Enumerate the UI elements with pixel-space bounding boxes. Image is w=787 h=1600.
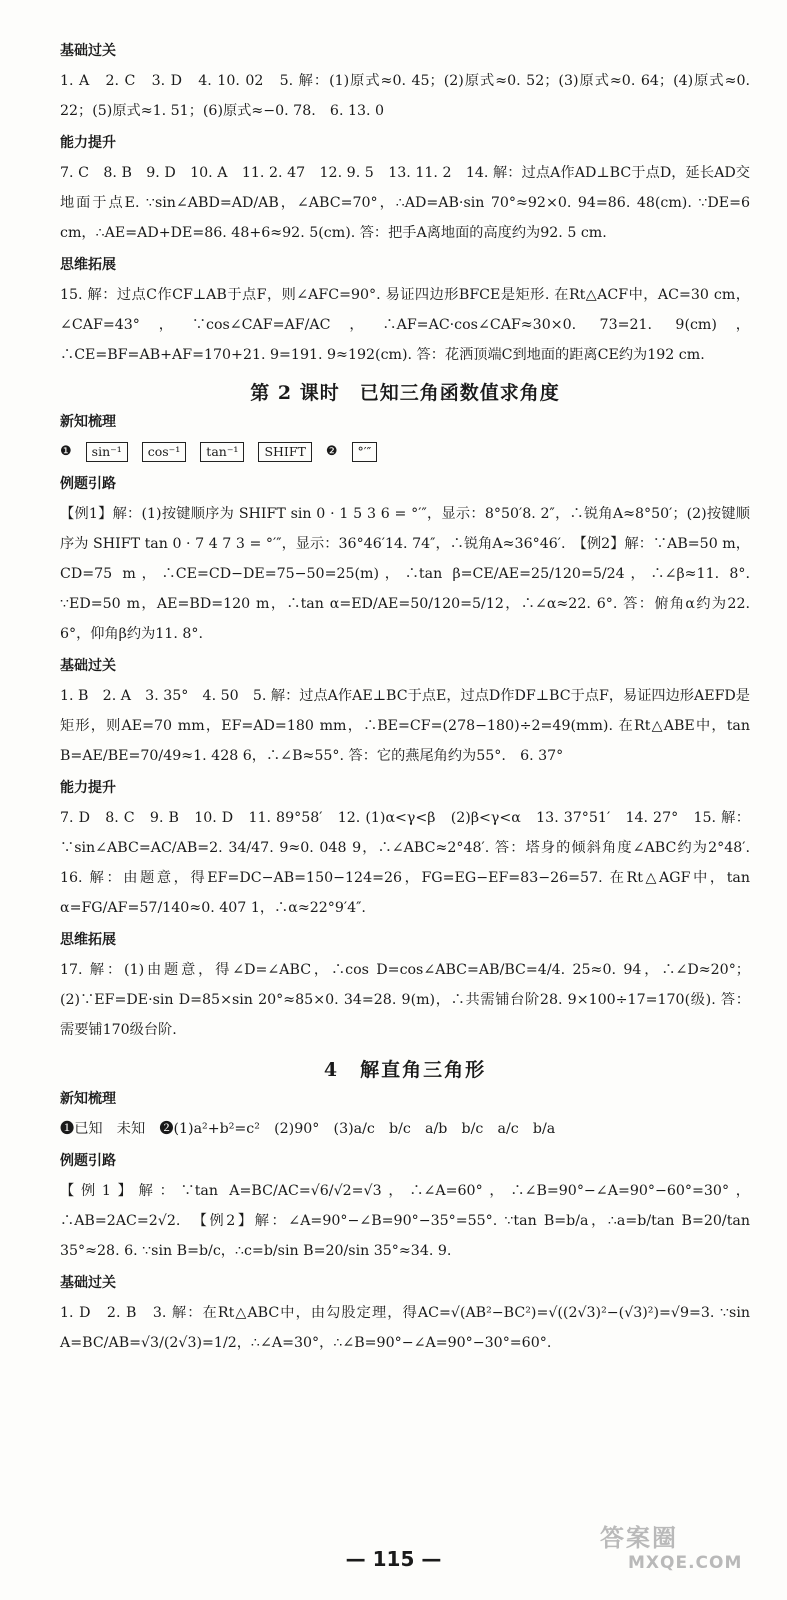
watermark <box>600 1518 770 1588</box>
answers-basic-4: 1. D 2. B 3. 解：在Rt△ABC中，由勾股定理，得AC=√(AB²−BC²)=√((2√3)²−(√3)²)=√9=3. ∵sin A=BC/AB=√3/(2√3)=1/2，∴∠A=30°，∴∠B=90°−∠A=90°−30°=60°. <box>60 1305 750 1351</box>
section-4-title: 4 解直角三角形 <box>323 1059 487 1081</box>
page-number: — 115 — <box>345 1547 442 1571</box>
answers-expand-1: 15. 解：过点C作CF⊥AB于点F，则∠AFC=90°. 易证四边形BFCE是矩形. 在Rt△ACF中，AC=30 cm，∠CAF=43°，∵cos∠CAF=AF/AC，∴AF=AC·cos∠CAF≈30×0. 73=21. 9(cm)，∴CE=BF=AB+AF=170+21. 9=191. 9≈192(cm). 答：花洒顶端C到地面的距离CE约为192 cm. <box>60 287 750 363</box>
heading-new-4: 新知梳理 <box>60 1091 116 1107</box>
heading-new-2: 新知梳理 <box>60 414 116 430</box>
key-shift: SHIFT <box>258 442 311 462</box>
calculator-keys-row <box>60 437 750 467</box>
heading-example-2: 例题引路 <box>60 476 116 492</box>
circle-number-1: ❶ <box>60 444 72 459</box>
answers-expand-2: 17. 解：(1)由题意，得∠D=∠ABC，∴cos D=cos∠ABC=AB/BC=4/4. 25≈0. 94，∴∠D≈20°；(2)∵EF=DE·sin D=85×sin 20°≈85×0. 34=28. 9(m)，∴共需铺台阶28. 9×100÷17=170(级). 答：需要铺170级台阶. <box>60 962 750 1038</box>
answers-ability-1: 7. C 8. B 9. D 10. A 11. 2. 47 12. 9. 5 13. 11. 2 14. 解：过点A作AD⊥BC于点D，延长AD交地面于点E. ∵sin∠ABD=AD/AB，∠ABC=70°，∴AD=AB·sin 70°≈92×0. 94=86. 48(cm). ∵DE=6 cm，∴AE=AD+DE=86. 48+6≈92. 5(cm). 答：把手A离地面的高度约为92. 5 cm. <box>60 165 750 241</box>
key-cos-inverse: cos⁻¹ <box>142 442 187 462</box>
heading-ability-1: 能力提升 <box>60 135 116 151</box>
key-dms: °′″ <box>352 442 378 462</box>
circle-number-2: ❷ <box>325 444 338 459</box>
heading-basic-1: 基础过关 <box>60 43 116 59</box>
answers-example-4: 【例1】解：∵tan A=BC/AC=√6/√2=√3，∴∠A=60°，∴∠B=90°−∠A=90°−60°=30°，∴AB=2AC=2√2. 【例2】解：∠A=90°−∠B=90°−35°=55°. ∵tan B=b/a，∴a=b/tan B=20/tan 35°≈28. 6. ∵sin B=b/c，∴c=b/sin B=20/sin 35°≈34. 9. <box>60 1183 750 1259</box>
answers-new-4: ❶已知 未知 ❷(1)a²+b²=c² (2)90° (3)a/c b/c a/b b/c a/c b/a <box>60 1121 556 1137</box>
watermark-logo: 答案圈 <box>600 1524 678 1552</box>
answers-basic-1: 1. A 2. C 3. D 4. 10. 02 5. 解：(1)原式≈0. 45；(2)原式≈0. 52；(3)原式≈0. 64；(4)原式≈0. 22；(5)原式≈1. 51；(6)原式≈−0. 78. 6. 13. 0 <box>60 73 750 119</box>
heading-example-4: 例题引路 <box>60 1153 116 1169</box>
heading-basic-2: 基础过关 <box>60 658 116 674</box>
answers-ability-2: 7. D 8. C 9. B 10. D 11. 89°58′ 12. (1)α<γ<β (2)β<γ<α 13. 37°51′ 14. 27° 15. 解：∵sin∠ABC=AC/AB=2. 34/47. 9≈0. 048 9，∴∠ABC≈2°48′. 答：塔身的倾斜角度∠ABC约为2°48′. 16. 解：由题意，得EF=DC−AB=150−124=26，FG=EG−EF=83−26=57. 在Rt△AGF中，tan α=FG/AF=57/140≈0. 407 1，∴α≈22°9′4″. <box>60 810 765 916</box>
heading-expand-1: 思维拓展 <box>60 257 116 273</box>
watermark-url: MXQE.COM <box>628 1553 743 1573</box>
lesson-2-title: 第 2 课时 已知三角函数值求角度 <box>250 382 560 404</box>
heading-ability-2: 能力提升 <box>60 780 116 796</box>
answer-page <box>60 34 765 1358</box>
key-tan-inverse: tan⁻¹ <box>200 442 244 462</box>
answers-basic-2: 1. B 2. A 3. 35° 4. 50 5. 解：过点A作AE⊥BC于点E，过点D作DF⊥BC于点F，易证四边形AEFD是矩形，则AE=70 mm，EF=AD=180 mm，∴BE=CF=(278−180)÷2=49(mm). 在Rt△ABE中，tan B=AE/BE=70/49≈1. 428 6，∴∠B≈55°. 答：它的燕尾角约为55°. 6. 37° <box>60 688 750 764</box>
answers-example-2: 【例1】解：(1)按键顺序为 SHIFT sin 0 · 1 5 3 6 = °′″，显示：8°50′8. 2″，∴锐角A≈8°50′；(2)按键顺序为 SHIFT tan 0 · 7 4 7 3 = °′″，显示：36°46′14. 74″，∴锐角A≈36°46′. 【例2】解：∵AB=50 m，CD=75 m，∴CE=CD−DE=75−50=25(m)，∴tan β=CE/AE=25/120=5/24，∴∠β≈11. 8°. ∵ED=50 m，AE=BD=120 m，∴tan α=ED/AE=50/120=5/12，∴∠α≈22. 6°. 答：俯角α约为22. 6°，仰角β约为11. 8°. <box>60 506 750 642</box>
heading-basic-4: 基础过关 <box>60 1275 116 1291</box>
heading-expand-2: 思维拓展 <box>60 932 116 948</box>
key-sin-inverse: sin⁻¹ <box>86 442 128 462</box>
